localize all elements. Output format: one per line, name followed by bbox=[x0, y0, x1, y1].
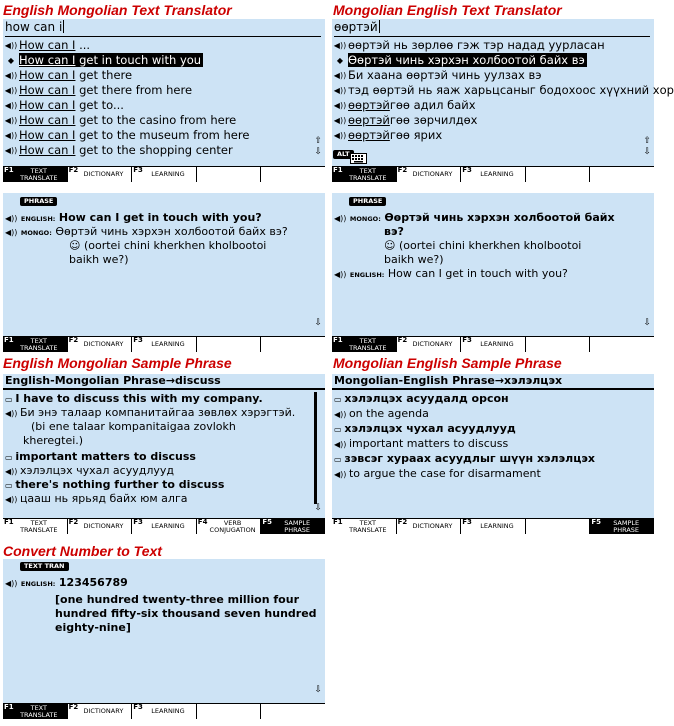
f2-label: DICTIONARY bbox=[83, 170, 124, 178]
speaker-icon[interactable]: ◀)) bbox=[334, 440, 349, 449]
phrase-text: important matters to discuss bbox=[348, 437, 509, 450]
f5-empty-key[interactable] bbox=[261, 704, 325, 719]
f4-empty-key[interactable] bbox=[197, 704, 262, 719]
suggestion-item[interactable] bbox=[3, 68, 309, 83]
speaker-icon[interactable]: ◀)) bbox=[333, 131, 347, 140]
number-words-line-3: eighty-nine] bbox=[55, 621, 131, 634]
function-key-bar bbox=[3, 518, 325, 534]
f2-key-label: F2 bbox=[68, 703, 79, 711]
f1-key-label: F1 bbox=[333, 336, 343, 344]
f1-label: TEXT TRANSLATE bbox=[20, 167, 58, 182]
suggestion-item[interactable] bbox=[332, 98, 638, 113]
f3-key-label: F3 bbox=[462, 166, 472, 174]
f2-dictionary-button[interactable] bbox=[68, 167, 133, 182]
f1-label: TEXT TRANSLATE bbox=[20, 519, 58, 534]
speaker-icon[interactable]: ◀)) bbox=[4, 101, 18, 110]
mongo-label: MONGO: bbox=[349, 215, 381, 223]
phrase-translation[interactable] bbox=[23, 434, 311, 448]
speaker-icon[interactable]: ◀)) bbox=[4, 86, 18, 95]
screen-mn-en-result bbox=[332, 193, 654, 352]
number-value: 123456789 bbox=[58, 576, 128, 589]
search-input-text: how can i bbox=[5, 20, 63, 34]
f2-key-label: F2 bbox=[68, 518, 79, 526]
speaker-icon[interactable]: ◀)) bbox=[5, 579, 18, 588]
scroll-down-icon[interactable]: ⇩ bbox=[643, 318, 651, 328]
phrase-text: I have to discuss this with my company. bbox=[15, 392, 263, 405]
f1-key-label: F1 bbox=[4, 518, 14, 526]
suggestion-item[interactable] bbox=[3, 113, 309, 128]
f1-label: TEXT TRANSLATE bbox=[20, 337, 58, 352]
phrase-source[interactable] bbox=[334, 422, 640, 437]
phrase-text: important matters to discuss bbox=[15, 450, 196, 463]
phrase-translation[interactable] bbox=[334, 467, 640, 482]
f2-key-label: F2 bbox=[68, 166, 79, 174]
speaker-icon[interactable]: ◀)) bbox=[333, 116, 347, 125]
number-words-line-2: hundred fifty-six thousand seven hundred bbox=[55, 607, 317, 620]
english-label: ENGLISH: bbox=[349, 271, 385, 279]
f5-empty-key[interactable] bbox=[261, 337, 325, 352]
suggestion-item[interactable] bbox=[332, 113, 638, 128]
f1-label: TEXT TRANSLATE bbox=[349, 337, 387, 352]
f3-key-label: F3 bbox=[133, 518, 143, 526]
scroll-down-icon[interactable]: ⇩ bbox=[314, 685, 322, 695]
english-row bbox=[5, 576, 128, 591]
suggestion-text: өөртэйгөө адил байх bbox=[348, 98, 476, 112]
function-key-bar bbox=[332, 166, 654, 182]
phrase-translation[interactable] bbox=[334, 407, 640, 422]
f5-label: SAMPLE PHRASE bbox=[613, 519, 640, 534]
phrase-source[interactable] bbox=[5, 392, 311, 407]
phrase-translation[interactable] bbox=[31, 420, 311, 434]
suggestion-text: How can I get to the museum from here bbox=[19, 128, 250, 142]
section-title-mn-en-sample: Mongolian English Sample Phrase bbox=[333, 355, 562, 371]
suggestion-item[interactable] bbox=[3, 128, 309, 143]
suggestion-item[interactable] bbox=[3, 143, 309, 158]
f3-learning-button[interactable] bbox=[132, 519, 197, 534]
f1-key-label: F1 bbox=[4, 703, 14, 711]
f3-label: LEARNING bbox=[151, 340, 185, 348]
f4-empty-key[interactable] bbox=[197, 337, 262, 352]
f3-key-label: F3 bbox=[133, 703, 143, 711]
english-phrase: How can I get in touch with you? bbox=[58, 211, 262, 224]
speaker-icon[interactable]: ◀)) bbox=[333, 86, 347, 95]
f3-learning-button[interactable] bbox=[132, 167, 197, 182]
f4-verb-conjugation-button[interactable] bbox=[197, 519, 262, 534]
f4-empty-key[interactable] bbox=[526, 167, 591, 182]
f2-dictionary-button[interactable] bbox=[68, 704, 133, 719]
search-input[interactable] bbox=[5, 19, 321, 37]
screen-mn-en-translator bbox=[332, 19, 674, 182]
speaker-icon[interactable]: ◀)) bbox=[333, 71, 347, 80]
f1-label: TEXT TRANSLATE bbox=[20, 704, 58, 719]
speaker-icon[interactable]: ◀)) bbox=[334, 270, 347, 279]
scroll-up-icon[interactable]: ⇧ bbox=[643, 136, 651, 146]
scroll-down-icon[interactable]: ⇩ bbox=[314, 147, 322, 157]
f5-key-label: F5 bbox=[262, 518, 273, 526]
phrase-text: зэвсэг хураах асуудлыг шүүн хэлэлцэх bbox=[344, 452, 595, 465]
screen-en-mn-sample bbox=[3, 374, 325, 534]
phrase-translation[interactable] bbox=[334, 437, 640, 452]
speaker-icon[interactable]: ◀)) bbox=[5, 495, 20, 504]
suggestion-text: өөртэй нь зөрлөө гэж тэр надад уурласан bbox=[348, 38, 605, 52]
f2-label: DICTIONARY bbox=[412, 340, 453, 348]
speaker-icon[interactable]: ◆ bbox=[7, 56, 15, 65]
screen-mn-en-sample bbox=[332, 374, 654, 534]
suggestion-item[interactable] bbox=[332, 128, 638, 143]
english-phrase: How can I get in touch with you? bbox=[387, 267, 568, 280]
f3-learning-button[interactable] bbox=[132, 704, 197, 719]
phrase-icon[interactable]: ▭ bbox=[334, 455, 345, 464]
speaker-icon[interactable]: ◀)) bbox=[5, 214, 18, 223]
search-input-text: өөртэй bbox=[334, 20, 378, 34]
f2-label: DICTIONARY bbox=[83, 522, 124, 530]
romanization-line-2: baikh we?) bbox=[384, 253, 444, 266]
suggestion-text: How can I get to the shopping center bbox=[19, 143, 233, 157]
english-row bbox=[334, 267, 568, 282]
f3-label: LEARNING bbox=[151, 170, 185, 178]
scroll-down-icon[interactable]: ⇩ bbox=[643, 147, 651, 157]
phrase-text: Би энэ талаар компанитайгаа зөвлөх хэрэгтэй. bbox=[19, 406, 296, 419]
speaker-icon[interactable]: ◀)) bbox=[4, 146, 18, 155]
f1-key-label: F1 bbox=[4, 336, 14, 344]
speaker-icon[interactable]: ◀)) bbox=[4, 71, 18, 80]
speaker-icon[interactable]: ◆ bbox=[336, 56, 344, 65]
suggestion-item[interactable] bbox=[3, 53, 309, 68]
suggestion-text: How can I get there bbox=[19, 68, 133, 82]
f5-sample-phrase-button[interactable] bbox=[261, 519, 325, 534]
f2-dictionary-button[interactable] bbox=[397, 519, 462, 534]
f1-text-translate-button[interactable] bbox=[3, 337, 68, 352]
keyboard-icon[interactable] bbox=[350, 149, 367, 160]
phrase-text: (bi ene talaar kompanitaigaa zovlokh bbox=[31, 420, 236, 433]
suggestion-text: тэд өөртэй нь яаж харьцсаныг бодохоос хүүхний хор bbox=[348, 83, 674, 97]
phrase-list-header: Mongolian-English Phrase→хэлэлцэх bbox=[332, 374, 654, 390]
mongo-phrase: Өөртэй чинь хэрхэн холбоотой байх bbox=[384, 211, 615, 224]
f1-label: TEXT TRANSLATE bbox=[349, 167, 387, 182]
speaker-icon[interactable]: ◀)) bbox=[333, 41, 347, 50]
phrase-text: there's nothing further to discuss bbox=[15, 478, 225, 491]
suggestion-item[interactable] bbox=[3, 38, 309, 53]
f4-empty-key[interactable] bbox=[197, 167, 262, 182]
phrase-text: хэлэлцэх чухал асуудлууд bbox=[344, 422, 516, 435]
scroll-down-icon[interactable]: ⇩ bbox=[314, 503, 322, 513]
phrase-icon[interactable]: ▭ bbox=[5, 453, 16, 462]
f5-empty-key[interactable] bbox=[261, 167, 325, 182]
scroll-up-icon[interactable]: ⇧ bbox=[314, 136, 322, 146]
phrase-text: on the agenda bbox=[348, 407, 429, 420]
phrase-source[interactable] bbox=[5, 450, 311, 465]
f4-key-label: F4 bbox=[197, 518, 208, 526]
phrase-icon[interactable]: ▭ bbox=[334, 425, 345, 434]
f1-key-label: F1 bbox=[333, 166, 343, 174]
suggestion-text: How can I ... bbox=[19, 38, 91, 52]
function-key-bar bbox=[3, 336, 325, 352]
f1-text-translate-button[interactable] bbox=[332, 167, 397, 182]
f2-label: DICTIONARY bbox=[412, 522, 453, 530]
f5-sample-phrase-button[interactable] bbox=[590, 519, 654, 534]
phrase-badge: PHRASE bbox=[349, 197, 386, 206]
f3-learning-button[interactable] bbox=[461, 337, 526, 352]
f2-dictionary-button[interactable] bbox=[68, 337, 133, 352]
phrase-text: хэлэлцэх чухал асуудлууд bbox=[19, 464, 174, 477]
speaker-icon[interactable]: ◀)) bbox=[4, 116, 18, 125]
f2-label: DICTIONARY bbox=[412, 170, 453, 178]
speaker-icon[interactable]: ◀)) bbox=[5, 409, 20, 418]
f2-key-label: F2 bbox=[68, 336, 79, 344]
phrase-badge: PHRASE bbox=[20, 197, 57, 206]
scroll-down-icon[interactable]: ⇩ bbox=[314, 318, 322, 328]
f2-dictionary-button[interactable] bbox=[397, 167, 462, 182]
f3-key-label: F3 bbox=[462, 336, 472, 344]
number-words-line-1: [one hundred twenty-three million four bbox=[55, 593, 299, 606]
f2-label: DICTIONARY bbox=[83, 707, 124, 715]
section-title-mn-en-translator: Mongolian English Text Translator bbox=[333, 2, 562, 18]
romanization-line-1: ☺ (oortei chini kherkhen kholbootoi bbox=[384, 239, 582, 252]
section-title-en-mn-translator: English Mongolian Text Translator bbox=[3, 2, 232, 18]
section-title-en-mn-sample: English Mongolian Sample Phrase bbox=[3, 355, 232, 371]
text-caret bbox=[63, 20, 64, 33]
f2-dictionary-button[interactable] bbox=[397, 337, 462, 352]
phrase-icon[interactable]: ▭ bbox=[334, 395, 345, 404]
f3-learning-button[interactable] bbox=[132, 337, 197, 352]
mongo-label: MONGO: bbox=[20, 229, 52, 237]
phrase-source[interactable] bbox=[5, 478, 311, 493]
f3-key-label: F3 bbox=[462, 518, 472, 526]
suggestion-item[interactable] bbox=[3, 98, 309, 113]
pronunciation-icon[interactable]: ☺ bbox=[384, 239, 396, 252]
section-title-convert: Convert Number to Text bbox=[3, 543, 162, 559]
suggestion-item[interactable] bbox=[332, 83, 674, 98]
f1-label: TEXT TRANSLATE bbox=[349, 519, 387, 534]
suggestion-text: өөртэйгөө зөрчилдөх bbox=[348, 113, 478, 127]
f1-key-label: F1 bbox=[4, 166, 14, 174]
function-key-bar bbox=[3, 703, 325, 719]
f2-key-label: F2 bbox=[397, 518, 408, 526]
f3-label: LEARNING bbox=[151, 522, 185, 530]
f3-label: LEARNING bbox=[480, 522, 514, 530]
mongo-row bbox=[5, 225, 288, 240]
phrase-text: kheregtei.) bbox=[23, 434, 84, 447]
f4-empty-key[interactable] bbox=[526, 337, 591, 352]
speaker-icon[interactable]: ◀)) bbox=[4, 41, 18, 50]
function-key-bar bbox=[3, 166, 325, 182]
scrollbar[interactable] bbox=[314, 392, 317, 504]
f1-key-label: F1 bbox=[333, 518, 343, 526]
function-key-bar bbox=[332, 336, 654, 352]
f2-label: DICTIONARY bbox=[83, 340, 124, 348]
f1-text-translate-button[interactable] bbox=[3, 167, 68, 182]
f5-empty-key[interactable] bbox=[590, 337, 654, 352]
screen-convert-number bbox=[3, 559, 325, 719]
f5-key-label: F5 bbox=[591, 518, 602, 526]
mongo-phrase-continued: вэ? bbox=[384, 225, 404, 238]
phrase-source[interactable] bbox=[334, 392, 640, 407]
phrase-translation[interactable] bbox=[5, 464, 311, 479]
f1-text-translate-button[interactable] bbox=[3, 519, 68, 534]
phrase-text: цааш нь ярьяд байх юм алга bbox=[19, 492, 188, 505]
suggestion-text: How can I get in touch with you bbox=[19, 53, 202, 67]
text-tran-badge: TEXT TRAN bbox=[20, 562, 69, 571]
f3-learning-button[interactable] bbox=[461, 519, 526, 534]
phrase-translation[interactable] bbox=[5, 406, 311, 421]
phrase-translation[interactable] bbox=[5, 492, 311, 507]
f2-key-label: F2 bbox=[397, 166, 408, 174]
suggestion-item[interactable] bbox=[332, 68, 638, 83]
f1-text-translate-button[interactable] bbox=[332, 337, 397, 352]
suggestion-text: Би хаана өөртэй чинь уулзах вэ bbox=[348, 68, 542, 82]
f2-key-label: F2 bbox=[397, 336, 408, 344]
suggestion-item[interactable] bbox=[3, 83, 309, 98]
f4-empty-key[interactable] bbox=[526, 519, 591, 534]
function-key-bar bbox=[332, 518, 654, 534]
phrase-source[interactable] bbox=[334, 452, 640, 467]
f2-dictionary-button[interactable] bbox=[68, 519, 133, 534]
speaker-icon[interactable]: ◀)) bbox=[334, 214, 347, 223]
f4-label: VERB CONJUGATION bbox=[209, 519, 256, 534]
pronunciation-icon[interactable]: ☺ bbox=[69, 239, 81, 252]
english-label: ENGLISH: bbox=[20, 215, 56, 223]
romanization-line-1: ☺ (oortei chini kherkhen kholbootoi bbox=[69, 239, 267, 252]
romanization-line-2: baikh we?) bbox=[69, 253, 129, 266]
phrase-icon[interactable]: ▭ bbox=[5, 481, 16, 490]
speaker-icon[interactable]: ◀)) bbox=[4, 131, 18, 140]
phrase-text: хэлэлцэх асуудалд орсон bbox=[344, 392, 509, 405]
suggestion-text: Өөртэй чинь хэрхэн холбоотой байх вэ bbox=[348, 53, 585, 67]
suggestion-item[interactable] bbox=[332, 38, 638, 53]
text-caret bbox=[379, 20, 380, 33]
suggestion-text: How can I get there from here bbox=[19, 83, 193, 97]
search-input[interactable] bbox=[334, 19, 650, 37]
f3-label: LEARNING bbox=[480, 170, 514, 178]
phrase-list-header: English-Mongolian Phrase→discuss bbox=[3, 374, 325, 390]
speaker-icon[interactable]: ◀)) bbox=[5, 228, 18, 237]
speaker-icon[interactable]: ◀)) bbox=[333, 101, 347, 110]
suggestion-text: How can I get to... bbox=[19, 98, 124, 112]
f1-text-translate-button[interactable] bbox=[332, 519, 397, 534]
f1-text-translate-button[interactable] bbox=[3, 704, 68, 719]
f5-label: SAMPLE PHRASE bbox=[284, 519, 311, 534]
mongo-row bbox=[334, 211, 615, 226]
mongo-phrase: Өөртэй чинь хэрхэн холбоотой байх вэ? bbox=[55, 225, 288, 238]
screen-en-mn-result bbox=[3, 193, 325, 352]
phrase-text: to argue the case for disarmament bbox=[348, 467, 541, 480]
english-label: ENGLISH: bbox=[20, 580, 56, 588]
f3-label: LEARNING bbox=[480, 340, 514, 348]
f3-learning-button[interactable] bbox=[461, 167, 526, 182]
f3-label: LEARNING bbox=[151, 707, 185, 715]
f3-key-label: F3 bbox=[133, 166, 143, 174]
suggestion-text: өөртэйгөө ярих bbox=[348, 128, 443, 142]
suggestion-text: How can I get to the casino from here bbox=[19, 113, 237, 127]
speaker-icon[interactable]: ◀)) bbox=[334, 470, 349, 479]
suggestion-item[interactable] bbox=[332, 53, 638, 68]
screen-en-mn-translator bbox=[3, 19, 325, 182]
f5-empty-key[interactable] bbox=[590, 167, 654, 182]
english-row bbox=[5, 211, 262, 226]
speaker-icon[interactable]: ◀)) bbox=[334, 410, 349, 419]
alt-key-badge[interactable]: ALT bbox=[333, 150, 354, 159]
speaker-icon[interactable]: ◀)) bbox=[5, 467, 20, 476]
f3-key-label: F3 bbox=[133, 336, 143, 344]
phrase-icon[interactable]: ▭ bbox=[5, 395, 16, 404]
